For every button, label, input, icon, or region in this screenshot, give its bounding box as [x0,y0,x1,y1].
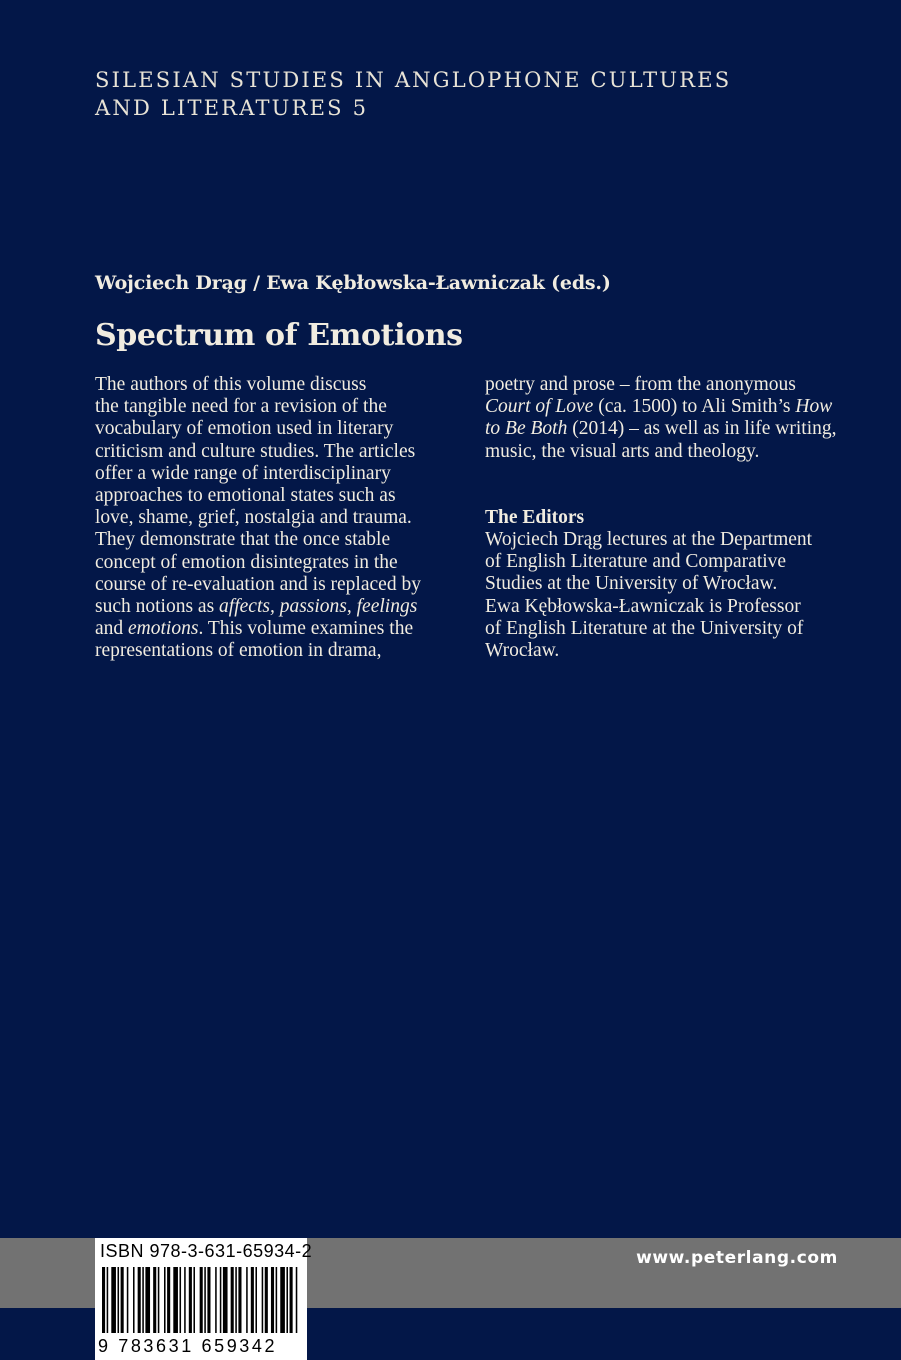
text-span: and [95,618,129,640]
italic-title: to Be Both [485,418,568,440]
series-line-2: AND LITERATURES 5 [95,96,369,120]
barcode-bar [121,1267,124,1333]
barcode-bar [118,1267,120,1333]
italic-terms: affects, passions, feelings [219,596,418,618]
text-line: course of re-evaluation and is replaced by [95,573,421,595]
barcode-bar [215,1267,217,1333]
text-line: representations of emotion in drama, [95,640,382,662]
text-line: criticism and culture studies. The articles [95,440,416,462]
text-span: . This volume examines the [198,618,414,640]
barcode-bar [265,1267,268,1333]
barcode-bar [180,1267,182,1333]
barcode-bar [280,1267,285,1333]
description-left-column [95,374,445,663]
barcode-bar [189,1267,192,1333]
text-line [485,418,845,440]
barcode-icon [98,1267,304,1335]
text-line: of English Literature and Comparative [485,551,787,573]
editors-byline: Wojciech Drąg / Ewa Kębłowska-Ławniczak (eds.) [95,272,611,294]
editors-heading: The Editors [485,506,585,528]
barcode-bar [164,1267,166,1333]
barcode-bar [142,1267,144,1333]
barcode-bar [271,1267,274,1333]
barcode-bar [173,1267,178,1333]
text-line: the tangible need for a revision of the [95,396,387,418]
barcode-bar [246,1267,248,1333]
text-line: Studies at the University of Wrocław. [485,573,778,595]
barcode-bar [296,1267,298,1333]
book-title: Spectrum of Emotions [95,318,463,353]
text-line: offer a wide range of interdisciplinary [95,462,391,484]
text-line [95,618,445,640]
series-title [95,66,731,122]
text-span: (ca. 1500) to Ali Smith’s [593,396,796,418]
text-line: of English Literature at the University of [485,617,804,639]
barcode-bar [133,1267,135,1333]
text-line [485,396,845,418]
ean-digits: 9 783631 659342 [98,1336,278,1356]
text-line: poetry and prose – from the anonymous [485,374,796,395]
barcode-bar [193,1267,195,1333]
barcode-bar [235,1267,237,1333]
text-line [95,596,445,618]
barcode-bar [223,1267,228,1333]
text-line: approaches to emotional states such as [95,485,396,507]
text-line: Wrocław. [485,640,560,662]
barcode-bar [138,1267,141,1333]
barcode-bar [262,1267,264,1333]
barcode-bar [290,1267,293,1333]
barcode-bar [286,1267,288,1333]
barcode-bar [207,1267,210,1333]
text-line: Ewa Kębłowska-Ławniczak is Professor [485,595,801,617]
barcode-bar [276,1267,278,1333]
italic-title: How [795,396,833,418]
barcode-bar [107,1267,109,1333]
text-span: such notions as [95,596,220,618]
barcode-label [95,1238,313,1360]
barcode-bar [145,1267,150,1333]
barcode-bar [255,1267,257,1333]
barcode-bar [204,1267,206,1333]
text-line: They demonstrate that the once stable [95,529,391,551]
isbn-number: ISBN 978-3-631-65934-2 [100,1241,313,1261]
italic-term: emotions [128,618,199,640]
barcode-bar [127,1267,129,1333]
barcode-bar [251,1267,254,1333]
series-line-1: SILESIAN STUDIES IN ANGLOPHONE CULTURES [95,68,732,92]
barcode-bar [220,1267,222,1333]
text-line: love, shame, grief, nostalgia and trauma. [95,507,412,529]
barcode-bar [111,1267,116,1333]
barcode-bar [200,1267,203,1333]
text-line: The authors of this volume discuss [95,374,367,395]
text-line: Wojciech Drąg lectures at the Department [485,529,813,551]
barcode-bar [158,1267,160,1333]
italic-title: Court of Love [485,396,594,418]
description-right-column [485,374,845,662]
publisher-website: www.peterlang.com [636,1248,838,1268]
barcode-bar [102,1267,105,1333]
text-line: concept of emotion disintegrates in the [95,551,398,573]
barcode-bar [167,1267,170,1333]
barcode-bar [184,1267,186,1333]
text-line: vocabulary of emotion used in literary [95,418,394,440]
text-span: (2014) – as well as in life writing, [567,418,837,440]
text-line: music, the visual arts and theology. [485,440,760,462]
barcode-bar [238,1267,241,1333]
barcode-bar [153,1267,156,1333]
barcode-bar [231,1267,234,1333]
